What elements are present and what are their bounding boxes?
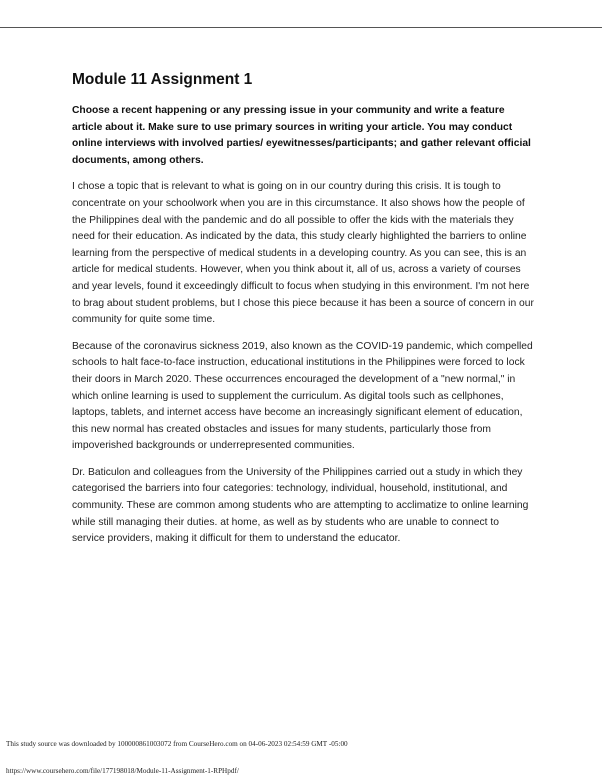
page-title: Module 11 Assignment 1 [72, 71, 253, 88]
document-body [72, 60, 534, 558]
assignment-prompt: Choose a recent happening or any pressing issue in your community and write a feature article about it. Make sure to use primary sources in writing your article. You may conduct online interviews with involved parties/ eyewitnesses/participants; and gather relevant official documents, among others. [72, 105, 531, 166]
paragraph-1: I chose a topic that is relevant to what is going on in our country during this crisis. It is tough to concentrate on your schoolwork when you are in this circumstance. It also shows how the people of the Philippines deal with the pandemic and do all possible to offer the kids with the materials they need for their education. As indicated by the data, this study clearly highlighted the barriers to online learning from the perspective of medical students in a developing country. As you can see, this is an article for medical students. However, when you think about it, all of us, across a variety of courses and year levels, found it exceedingly difficult to focus when studying in this environment. I'm not here to brag about student problems, but I chose this piece because it has been a source of concern in our community for quite some time. [72, 181, 534, 326]
source-url[interactable]: https://www.coursehero.com/file/177198018/Module-11-Assignment-1-RPHpdf/ [6, 767, 239, 775]
header-rule [0, 27, 602, 28]
download-source-note: This study source was downloaded by 100000861003072 from CourseHero.com on 04-06-2023 02:54:59 GMT -05:00 [6, 740, 348, 748]
paragraph-3: Dr. Baticulon and colleagues from the University of the Philippines carried out a study in which they categorised the barriers into four categories: technology, individual, household, institutional, and community. These are common among students who are attempting to acclimatize to online learning while still managing their duties. at home, as well as by students who are unable to connect to service providers, making it difficult for them to understand the educator. [72, 466, 529, 545]
paragraph-2: Because of the coronavirus sickness 2019, also known as the COVID-19 pandemic, which compelled schools to halt face-to-face instruction, educational institutions in the Philippines were forced to lock their doors in March 2020. These occurrences encouraged the development of a "new normal," in which online learning is used to supplement the curriculum. As digital tools such as cellphones, laptops, tablets, and internet access have become an increasingly significant element of education, this new normal has created obstacles and issues for many students, particularly those from impoverished backgrounds or underrepresented communities. [72, 340, 533, 452]
